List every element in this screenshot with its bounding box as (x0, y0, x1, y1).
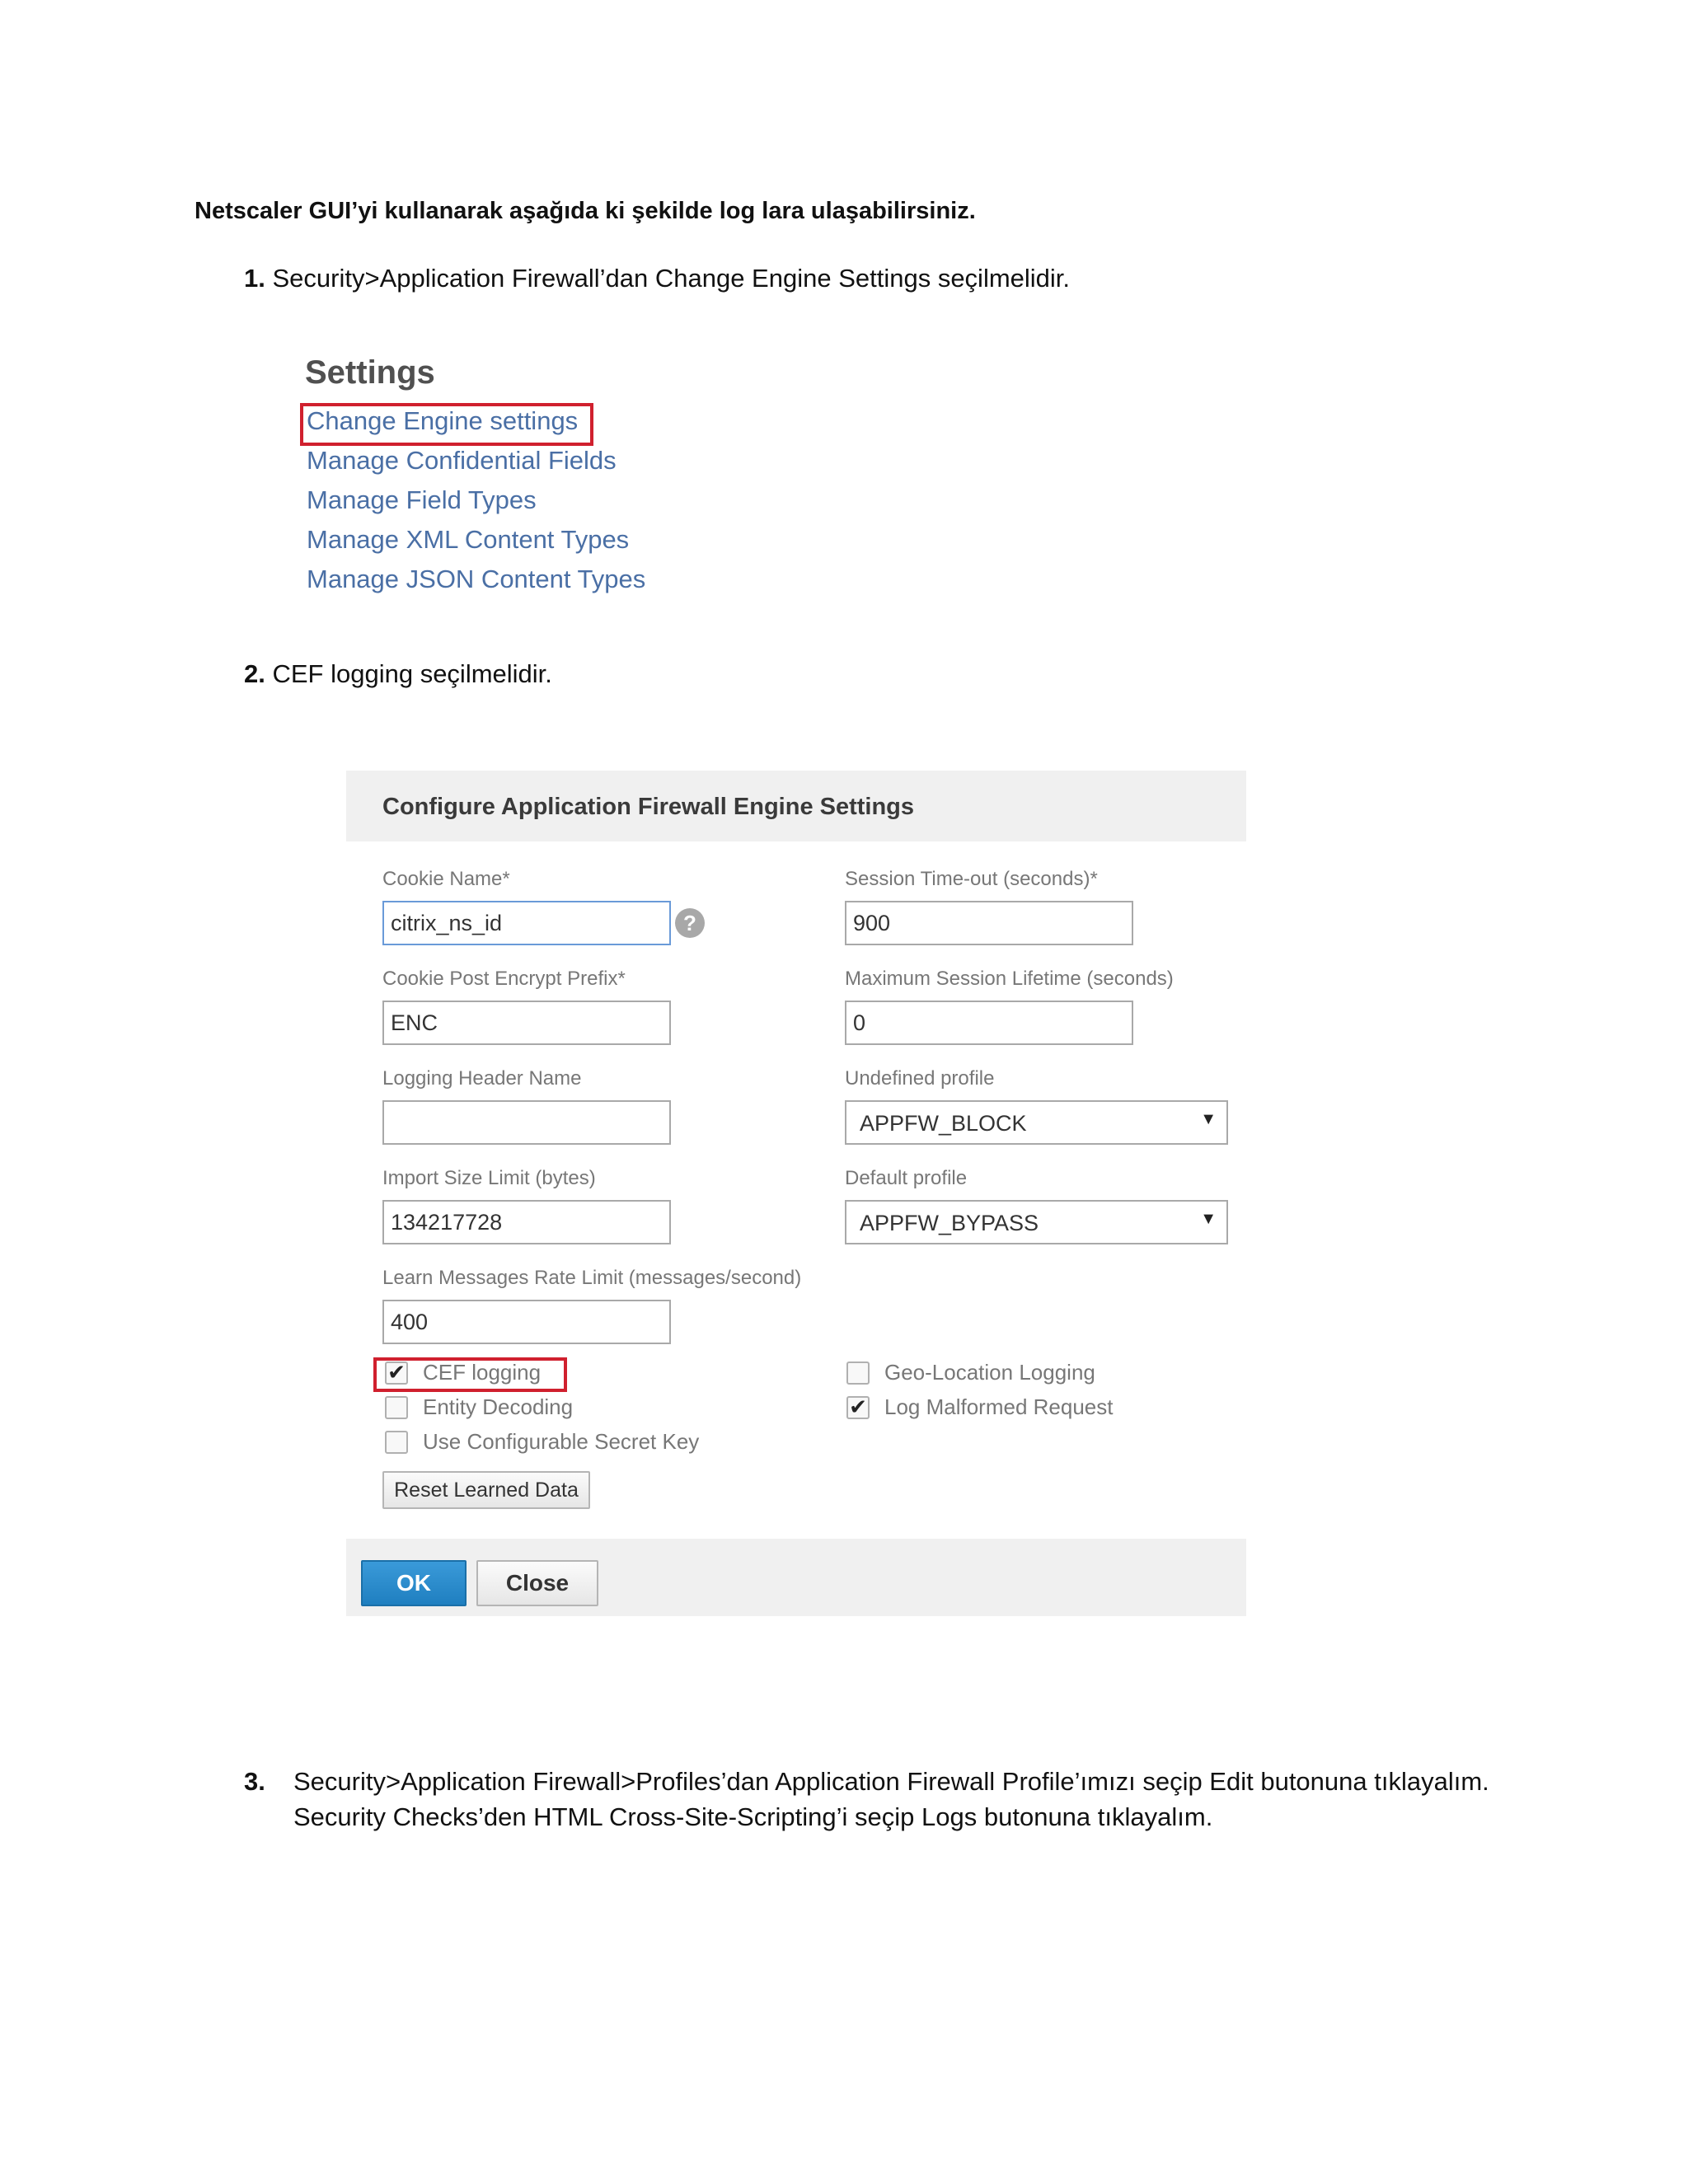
cef-logging-label: CEF logging (423, 1360, 542, 1385)
session-timeout-input[interactable] (845, 901, 1133, 945)
step-3 (244, 1764, 1489, 1835)
log-malformed-checkbox[interactable]: ✔ (846, 1396, 870, 1419)
max-session-label: Maximum Session Lifetime (seconds) (845, 968, 1174, 990)
undefined-profile-select[interactable] (845, 1100, 1228, 1145)
chevron-down-icon: ▼ (1200, 1110, 1217, 1128)
step-number: 1. (244, 264, 265, 293)
geo-logging-checkbox[interactable] (846, 1361, 870, 1385)
step-text: Security>Application Firewall’dan Change Engine Settings seçilmelidir. (272, 264, 1071, 293)
manage-confidential-fields-link[interactable]: Manage Confidential Fields (307, 446, 617, 475)
logging-header-input[interactable] (382, 1100, 671, 1145)
cookie-name-label: Cookie Name* (382, 868, 510, 890)
dialog-header (346, 771, 1246, 841)
undefined-profile-label: Undefined profile (845, 1067, 995, 1090)
secret-key-checkbox[interactable] (385, 1431, 408, 1454)
cef-logging-checkbox[interactable]: ✔ (385, 1361, 408, 1385)
import-size-input[interactable] (382, 1200, 671, 1244)
dialog-footer (346, 1539, 1246, 1616)
manage-json-content-types-link[interactable]: Manage JSON Content Types (307, 565, 646, 593)
geo-logging-label: Geo-Location Logging (884, 1360, 1095, 1385)
settings-title: Settings (305, 354, 435, 391)
select-value: APPFW_BYPASS (860, 1211, 1039, 1235)
step-2 (244, 656, 552, 691)
cookie-prefix-input[interactable] (382, 1001, 671, 1045)
session-timeout-label: Session Time-out (seconds)* (845, 868, 1098, 890)
step-text-line2: Security Checks’den HTML Cross-Site-Scripting’i seçip Logs butonuna tıklayalım. (293, 1802, 1213, 1832)
entity-decoding-checkbox[interactable] (385, 1396, 408, 1419)
import-size-label: Import Size Limit (bytes) (382, 1167, 596, 1189)
step-number: 2. (244, 659, 265, 688)
chevron-down-icon: ▼ (1200, 1210, 1217, 1228)
log-malformed-label: Log Malformed Request (884, 1394, 1114, 1419)
cookie-prefix-label: Cookie Post Encrypt Prefix* (382, 968, 626, 990)
step-number: 3. (244, 1767, 265, 1796)
close-button[interactable]: Close (476, 1560, 598, 1606)
step-text-line1: Security>Application Firewall>Profiles’dan Application Firewall Profile’ımızı seçip Edit butonuna tıklayalım. (293, 1767, 1489, 1796)
default-profile-select[interactable] (845, 1200, 1228, 1244)
default-profile-label: Default profile (845, 1167, 968, 1189)
select-value: APPFW_BLOCK (860, 1111, 1027, 1136)
highlight-box (300, 403, 593, 446)
dialog-title: Configure Application Firewall Engine Settings (382, 794, 915, 820)
reset-learned-data-button[interactable]: Reset Learned Data (382, 1471, 590, 1509)
entity-decoding-label: Entity Decoding (423, 1394, 574, 1419)
logging-header-label: Logging Header Name (382, 1067, 582, 1090)
help-icon[interactable]: ? (675, 908, 705, 938)
engine-settings-dialog (346, 771, 1246, 1616)
step-1 (244, 260, 1070, 296)
learn-rate-label: Learn Messages Rate Limit (messages/second) (382, 1267, 802, 1289)
intro-text: Netscaler GUI’yi kullanarak aşağıda ki şekilde log lara ulaşabilirsiniz. (195, 198, 976, 224)
manage-field-types-link[interactable]: Manage Field Types (307, 485, 537, 514)
manage-xml-content-types-link[interactable]: Manage XML Content Types (307, 525, 630, 554)
highlight-box (373, 1357, 567, 1392)
cookie-name-input[interactable] (382, 901, 671, 945)
secret-key-label: Use Configurable Secret Key (423, 1429, 700, 1454)
learn-rate-input[interactable] (382, 1300, 671, 1344)
ok-button[interactable]: OK (361, 1560, 467, 1606)
step-text: CEF logging seçilmelidir. (272, 659, 552, 688)
change-engine-settings-link[interactable]: Change Engine settings (307, 406, 579, 435)
max-session-input[interactable] (845, 1001, 1133, 1045)
